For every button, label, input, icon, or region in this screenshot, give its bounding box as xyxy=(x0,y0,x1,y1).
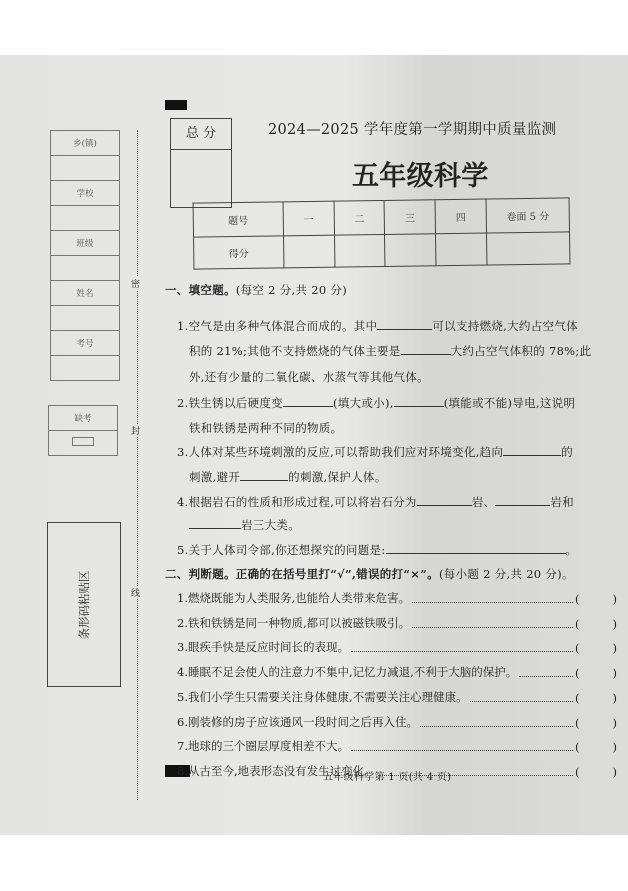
answer-parentheses[interactable]: ( ) xyxy=(575,715,617,730)
judgement-item xyxy=(177,664,617,680)
judgement-item xyxy=(177,590,617,606)
judgement-item xyxy=(177,689,617,705)
absent-box xyxy=(48,405,118,456)
field-input[interactable] xyxy=(51,356,120,381)
seal-char: 封 xyxy=(131,424,140,437)
item-text: 8.从古至今,地表形态没有发生过变化。 xyxy=(177,763,376,778)
judgement-item xyxy=(177,714,617,730)
score-cell xyxy=(283,235,334,268)
answer-blank[interactable] xyxy=(417,494,472,506)
student-info-table xyxy=(50,130,120,381)
field-label: 考号 xyxy=(51,331,120,356)
seal-dotted-line xyxy=(137,130,138,800)
item-text: 3.眼疾手快是反应时间长的表现。 xyxy=(177,640,349,655)
question-text: 铁和铁锈是两种不同的物质。 xyxy=(189,421,343,435)
barcode-area xyxy=(47,522,121,687)
row-header: 题号 xyxy=(193,202,283,237)
column-header: 二 xyxy=(334,200,385,235)
item-text: 2.铁和铁锈是同一种物质,都可以被磁铁吸引。 xyxy=(177,615,411,630)
leader-dots xyxy=(351,651,573,652)
answer-blank[interactable] xyxy=(283,395,333,407)
field-input[interactable] xyxy=(51,156,120,181)
answer-blank[interactable] xyxy=(240,469,288,481)
judgement-item xyxy=(177,738,617,754)
judgement-item xyxy=(177,615,617,631)
column-header: 四 xyxy=(435,199,486,234)
section1-heading: 一、填空题。(每空 2 分,共 20 分) xyxy=(165,283,348,297)
answer-blank[interactable] xyxy=(386,542,566,554)
answer-parentheses[interactable]: ( ) xyxy=(575,616,617,631)
answer-parentheses[interactable]: ( ) xyxy=(575,592,617,606)
subject-title: 五年级科学 xyxy=(352,161,489,192)
registration-mark xyxy=(165,100,187,110)
leader-dots xyxy=(412,627,573,628)
question-text: 外,还有少量的二氧化碳、水蒸气等其他气体。 xyxy=(189,370,429,384)
leader-dots xyxy=(351,750,573,751)
answer-parentheses[interactable]: ( ) xyxy=(575,641,617,656)
answer-blank[interactable] xyxy=(401,343,451,355)
answer-blank[interactable] xyxy=(503,444,561,456)
total-score-box xyxy=(170,118,232,208)
leader-dots xyxy=(519,676,573,677)
answer-parentheses[interactable]: ( ) xyxy=(575,740,617,755)
answer-blank[interactable] xyxy=(394,395,444,407)
answer-parentheses[interactable]: ( ) xyxy=(575,690,617,705)
score-table xyxy=(193,197,571,269)
score-cell xyxy=(487,232,570,265)
item-text: 1.燃烧既能为人类服务,也能给人类带来危害。 xyxy=(177,591,411,605)
exam-title: 2024—2025 学年度第一学期期中质量监测 xyxy=(268,122,557,138)
field-label: 学校 xyxy=(51,181,120,206)
page-footer: 五年级科学第 1 页(共 4 页) xyxy=(323,772,452,783)
seal-char: 线 xyxy=(131,586,140,599)
field-label: 班级 xyxy=(51,231,120,256)
barcode-label: 条形码粘贴区 xyxy=(77,570,91,639)
field-input[interactable] xyxy=(51,256,120,281)
absent-label: 缺考 xyxy=(49,406,118,431)
answer-blank[interactable] xyxy=(377,318,432,330)
leader-dots xyxy=(420,726,573,727)
item-text: 5.我们小学生只需要关注身体健康,不需要关注心理健康。 xyxy=(177,689,468,704)
total-score-label: 总 分 xyxy=(171,119,231,150)
score-cell xyxy=(334,234,385,267)
field-label: 姓名 xyxy=(51,281,120,306)
field-input[interactable] xyxy=(51,206,120,231)
column-header: 三 xyxy=(384,200,435,235)
score-cell xyxy=(436,233,487,266)
leader-dots xyxy=(412,602,573,603)
judgement-item xyxy=(177,639,617,655)
field-label: 乡(镇) xyxy=(51,131,120,156)
answer-blank[interactable] xyxy=(495,494,550,506)
item-text: 7.地球的三个圈层厚度相差不大。 xyxy=(177,739,349,754)
answer-blank[interactable] xyxy=(189,517,241,529)
absent-checkbox[interactable] xyxy=(72,437,94,446)
score-cell xyxy=(385,234,436,267)
field-input[interactable] xyxy=(51,306,120,331)
row-header: 得分 xyxy=(194,236,284,269)
item-text: 6.刚装修的房子应该通风一段时间之后再入住。 xyxy=(177,714,418,729)
leader-dots xyxy=(470,701,573,702)
answer-parentheses[interactable]: ( ) xyxy=(575,666,617,681)
column-header: 卷面 5 分 xyxy=(486,198,569,233)
section2-heading: 二、判断题。正确的在括号里打“√”,错误的打“×”。(每小题 2 分,共 20 分)。 xyxy=(165,567,574,581)
item-text: 4.睡眠不足会使人的注意力不集中,记忆力减退,不利于大脑的保护。 xyxy=(177,665,518,680)
answer-parentheses[interactable]: ( ) xyxy=(575,764,617,779)
seal-char: 密 xyxy=(131,277,140,290)
column-header: 一 xyxy=(283,201,334,236)
